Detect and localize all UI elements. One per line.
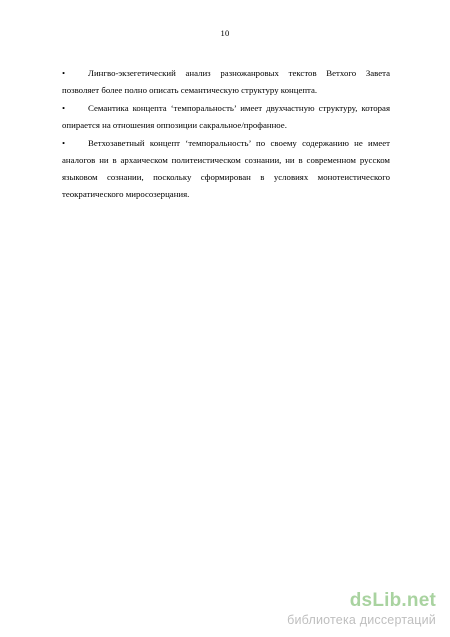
watermark-subtitle: библиотека диссертаций bbox=[287, 613, 436, 627]
paragraph-text: Ветхозаветный концепт ‘темпоральность’ по своему содержанию не имеет аналогов ни в архаическом политеистическом сознании, ни в современном русском языковом сознании, поскольку сформирован в условиях монотеистического теократического миросозерцания. bbox=[62, 138, 390, 199]
watermark bbox=[287, 591, 436, 628]
list-item bbox=[62, 100, 390, 134]
bullet-icon: • bbox=[62, 68, 66, 78]
list-item bbox=[62, 135, 390, 203]
paragraph-text: Семантика концепта ‘темпоральность’ имеет двухчастную структуру, которая опирается на отношения оппозиции сакральное/профанное. bbox=[62, 103, 390, 130]
bullet-icon: • bbox=[62, 138, 66, 148]
document-body bbox=[62, 65, 390, 203]
page-number: 10 bbox=[220, 28, 230, 38]
list-item bbox=[62, 65, 390, 99]
watermark-logo: dsLib.net bbox=[349, 590, 436, 611]
bullet-icon: • bbox=[62, 103, 66, 113]
paragraph-text: Лингво-экзегетический анализ разножанровых текстов Ветхого Завета позволяет более полно описать семантическую структуру концепта. bbox=[62, 68, 390, 95]
